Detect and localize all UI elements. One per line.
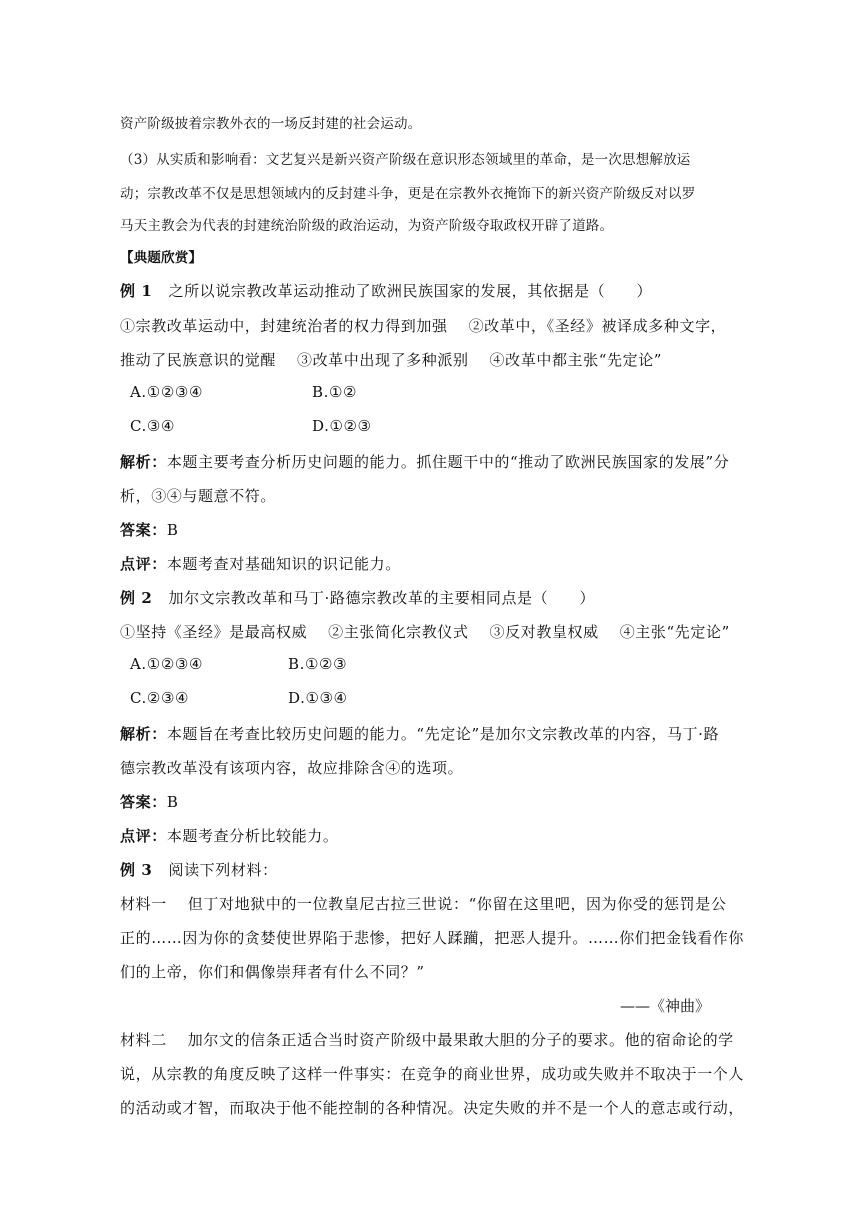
example-2-answer: B bbox=[166, 793, 179, 811]
material-2-line-2: 说，从宗教的角度反映了这样一件事实：在竞争的商业世界，成功或失败并不取决于一个人 bbox=[120, 1065, 745, 1083]
example-2-comment-label: 点评： bbox=[120, 827, 167, 845]
example-1-question-line bbox=[120, 280, 652, 301]
example-2-analysis-label: 解析： bbox=[120, 725, 167, 743]
example-2-option-a: A.①②③④ bbox=[130, 655, 203, 673]
example-2-analysis-line-1 bbox=[120, 723, 719, 744]
example-2-option-c: C.②③④ bbox=[130, 689, 190, 707]
example-2-option-d: D.①③④ bbox=[288, 689, 348, 707]
example-3-label: 例 3 bbox=[120, 861, 153, 879]
material-1-line-1: 材料一 但丁对地狱中的一位教皇尼古拉三世说：“你留在这里吧，因为你受的惩罚是公 bbox=[120, 895, 727, 913]
example-1-analysis-line-1 bbox=[120, 451, 729, 472]
example-1-statements-line-2: 推动了民族意识的觉醒 ③改革中出现了多种派别 ④改革中都主张“先定论” bbox=[120, 351, 663, 369]
example-1-analysis-text: 本题主要考查分析历史问题的能力。抓住题干中的“推动了欧洲民族国家的发展”分 bbox=[166, 453, 730, 471]
example-1-option-d: D.①②③ bbox=[312, 417, 372, 435]
example-1-option-a: A.①②③④ bbox=[130, 383, 203, 401]
example-2-answer-label: 答案： bbox=[120, 793, 167, 811]
intro-line-3: 动；宗教改革不仅是思想领域内的反封建斗争，更是在宗教外衣掩饰下的新兴资产阶级反对以罗 bbox=[120, 186, 696, 202]
example-1-label: 例 1 bbox=[120, 282, 153, 300]
example-1-comment-label: 点评： bbox=[120, 555, 167, 573]
example-1-analysis-line-2: 析，③④与题意不符。 bbox=[120, 487, 277, 505]
example-2-comment-line bbox=[120, 825, 338, 846]
example-2-analysis-text: 本题旨在考查比较历史问题的能力。“先定论”是加尔文宗教改革的内容，马丁·路 bbox=[166, 725, 720, 743]
example-1-option-b: B.①② bbox=[312, 383, 358, 401]
example-2-answer-line bbox=[120, 791, 178, 812]
example-2-question: 加尔文宗教改革和马丁·路德宗教改革的主要相同点是（ ） bbox=[168, 589, 596, 607]
example-1-comment-line bbox=[120, 553, 401, 574]
material-1-source: ——《神曲》 bbox=[619, 997, 710, 1015]
example-3-question: 阅读下列材料： bbox=[168, 861, 278, 879]
intro-line-4: 马天主教会为代表的封建统治阶级的政治运动，为资产阶级夺取政权开辟了道路。 bbox=[120, 218, 614, 234]
intro-line-1: 资产阶级披着宗教外衣的一场反封建的社会运动。 bbox=[120, 116, 422, 132]
material-1-line-2: 正的……因为你的贪婪使世界陷于悲惨，把好人蹂躏，把恶人提升。……你们把金钱看作你 bbox=[120, 929, 745, 947]
section-title: 【典题欣赏】 bbox=[120, 250, 203, 266]
example-1-analysis-label: 解析： bbox=[120, 453, 167, 471]
example-1-answer: B bbox=[166, 521, 179, 539]
example-2-option-b: B.①②③ bbox=[288, 655, 348, 673]
example-1-question: 之所以说宗教改革运动推动了欧洲民族国家的发展，其依据是（ ） bbox=[168, 282, 653, 300]
example-2-comment: 本题考查分析比较能力。 bbox=[166, 827, 339, 845]
example-2-question-line bbox=[120, 587, 595, 608]
example-1-comment: 本题考查对基础知识的识记能力。 bbox=[166, 555, 401, 573]
example-1-option-c: C.③④ bbox=[130, 417, 176, 435]
example-1-answer-line bbox=[120, 519, 178, 540]
example-1-answer-label: 答案： bbox=[120, 521, 167, 539]
material-1-line-3: 们的上帝，你们和偶像崇拜者有什么不同？” bbox=[120, 963, 425, 981]
example-3-question-line bbox=[120, 859, 278, 880]
material-2-line-1: 材料二 加尔文的信条正适合当时资产阶级中最果敢大胆的分子的要求。他的宿命论的学 bbox=[120, 1031, 734, 1049]
example-2-label: 例 2 bbox=[120, 589, 153, 607]
intro-line-2: （3）从实质和影响看：文艺复兴是新兴资产阶级在意识形态领域里的革命，是一次思想解放运 bbox=[120, 152, 691, 168]
example-2-statements-line: ①坚持《圣经》是最高权威 ②主张简化宗教仪式 ③反对教皇权威 ④主张“先定论” bbox=[120, 623, 730, 641]
material-2-line-3: 的活动或才智，而取决于他不能控制的各种情况。决定失败的并不是一个人的意志或行动， bbox=[120, 1099, 745, 1117]
example-1-statements-line-1: ①宗教改革运动中，封建统治者的权力得到加强 ②改革中，《圣经》被译成多种文字， bbox=[120, 317, 727, 335]
example-2-analysis-line-2: 德宗教改革没有该项内容，故应排除含④的选项。 bbox=[120, 759, 464, 777]
